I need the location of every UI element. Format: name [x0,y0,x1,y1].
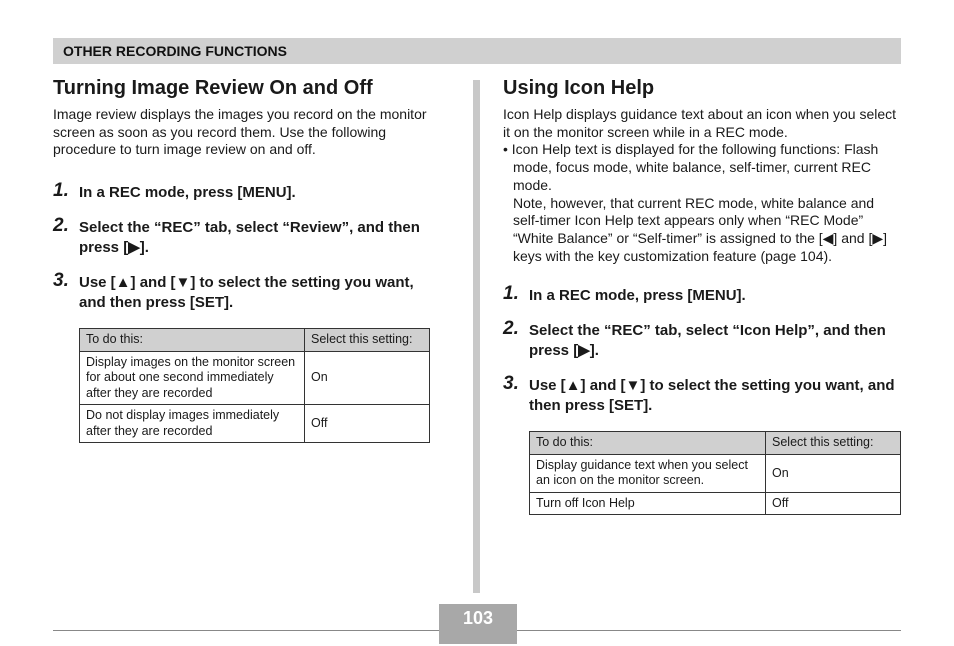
left-step-1 [53,180,438,203]
step-text: Select the “REC” tab, select “Icon Help”, and then press [▶]. [529,322,886,360]
right-settings-table [529,431,901,515]
step-number: 1. [503,283,519,305]
left-column [53,76,438,443]
right-column [503,76,903,515]
table-row [530,454,901,492]
step-text: In a REC mode, press [MENU]. [79,184,296,202]
table-header-row [530,432,901,455]
table-header-cell: To do this: [530,432,766,455]
left-steps [53,180,438,313]
step-number: 2. [503,318,519,340]
table-header-row [80,329,430,352]
table-header-cell: Select this setting: [305,329,430,352]
table-row [80,351,430,405]
table-cell: On [766,454,901,492]
table-cell: Display guidance text when you select an icon on the monitor screen. [530,454,766,492]
left-settings-table [79,328,430,443]
column-divider [473,80,480,593]
table-cell: Display images on the monitor screen for about one second immediately after they are recorded [80,351,305,405]
table-cell: On [305,351,430,405]
page-number-box [439,604,517,644]
right-intro: Icon Help displays guidance text about an icon when you select it on the monitor screen while in a REC mode. [503,106,897,140]
table-row [530,492,901,515]
right-heading: Using Icon Help [503,77,655,99]
step-text: In a REC mode, press [MENU]. [529,287,746,305]
right-steps [503,283,903,416]
step-number: 3. [503,373,519,395]
table-cell: Off [766,492,901,515]
table-header-cell: Select this setting: [766,432,901,455]
left-step-2 [53,215,438,258]
step-text: Use [▲] and [▼] to select the setting you want, and then press [SET]. [79,274,414,312]
right-step-1 [503,283,903,306]
step-number: 3. [53,270,69,292]
step-number: 2. [53,215,69,237]
table-row [80,405,430,443]
table-cell: Turn off Icon Help [530,492,766,515]
right-note: Note, however, that current REC mode, white balance and self-timer Icon Help text appears only when “REC Mode” “White Balance” or “Self-timer” is assigned to the [◀] and [▶] keys with the key customization feature (page 104). [513,194,888,264]
table-header-cell: To do this: [80,329,305,352]
right-step-2 [503,318,903,361]
step-text: Use [▲] and [▼] to select the setting you want, and then press [SET]. [529,377,895,415]
section-title: OTHER RECORDING FUNCTIONS [63,43,287,59]
right-step-3 [503,373,903,416]
page-number: 103 [462,608,494,628]
left-intro: Image review displays the images you record on the monitor screen as soon as you record them. Use the following procedure to turn image review on and off. [53,106,427,158]
step-number: 1. [53,180,69,202]
step-text: Select the “REC” tab, select “Review”, and then press [▶]. [79,219,420,257]
left-heading: Turning Image Review On and Off [53,77,373,99]
left-step-3 [53,270,438,313]
table-cell: Off [305,405,430,443]
section-header-bar [53,38,901,64]
right-bullet: • Icon Help text is displayed for the following functions: Flash mode, focus mode, white balance, self-timer, current REC mode. [503,141,879,193]
table-cell: Do not display images immediately after they are recorded [80,405,305,443]
